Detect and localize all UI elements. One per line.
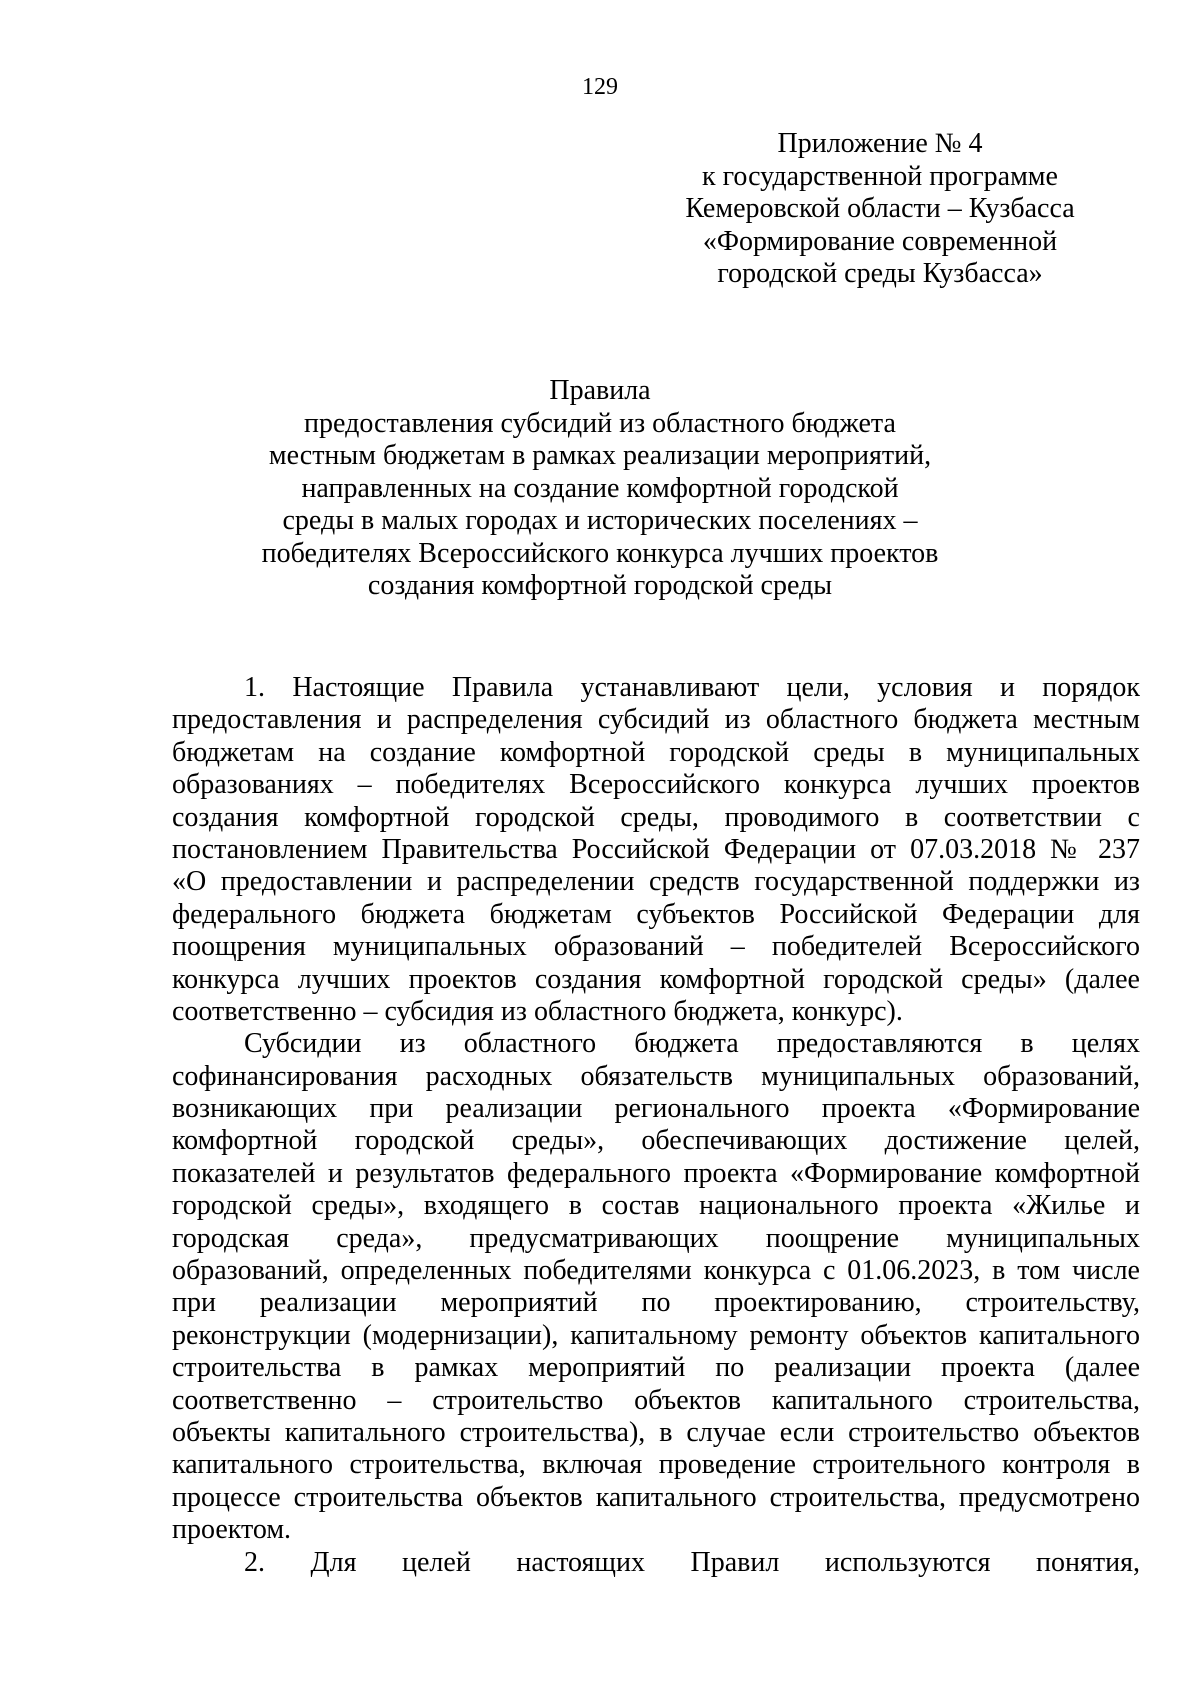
- paragraph-line: объекты капитального строительства), в случае если строительство объектов: [172, 1416, 1140, 1448]
- paragraph-line: бюджетам на создание комфортной городской среды в муниципальных: [172, 736, 1140, 768]
- paragraph-line: городская среда», предусматривающих поощрение муниципальных: [172, 1222, 1140, 1254]
- title-line: среды в малых городах и исторических поселениях –: [282, 505, 918, 536]
- paragraph-line: образованиях – победителях Всероссийского конкурса лучших проектов: [172, 769, 1140, 801]
- paragraph-line: показателей и результатов федерального проекта «Формирование комфортной: [172, 1157, 1140, 1189]
- paragraph-line: Субсидии из областного бюджета предоставляются в целях: [244, 1028, 1140, 1060]
- appendix-line: к государственной программе: [702, 160, 1058, 192]
- paragraph-line: реконструкции (модернизации), капитальному ремонту объектов капитального: [172, 1319, 1140, 1351]
- paragraph-line: комфортной городской среды», обеспечивающих достижение целей,: [172, 1125, 1140, 1157]
- document-title: [200, 375, 1000, 603]
- paragraph-line: поощрения муниципальных образований – победителей Всероссийского: [172, 931, 1140, 963]
- paragraph-line: процессе строительства объектов капитального строительства, предусмотрено: [172, 1481, 1140, 1513]
- paragraph-line: софинансирования расходных обязательств муниципальных образований,: [172, 1060, 1140, 1092]
- paragraph-line: постановлением Правительства Российской Федерации от 07.03.2018 № 237: [172, 833, 1140, 865]
- paragraph-line: при реализации мероприятий по проектированию, строительству,: [172, 1287, 1140, 1319]
- paragraph-line: «О предоставлении и распределении средств государственной поддержки из: [172, 866, 1140, 898]
- title-line: Правила: [549, 375, 651, 406]
- paragraph-line: 2. Для целей настоящих Правил используются понятия,: [244, 1546, 1140, 1578]
- appendix-line: Приложение № 4: [777, 128, 983, 159]
- document-body: [172, 672, 1140, 1579]
- page-number: 129: [582, 74, 618, 100]
- appendix-line: городской среды Кузбасса»: [717, 258, 1043, 289]
- paragraph-line: федерального бюджета бюджетам субъектов Российской Федерации для: [172, 898, 1140, 930]
- paragraph-line: создания комфортной городской среды, проводимого в соответствии с: [172, 801, 1140, 833]
- title-line: создания комфортной городской среды: [367, 570, 833, 601]
- paragraph-line: предоставления и распределения субсидий из областного бюджета местным: [172, 704, 1140, 736]
- paragraph-line: соответственно – субсидия из областного бюджета, конкурс).: [172, 995, 903, 1027]
- appendix-header: [670, 128, 1090, 291]
- paragraph-line: конкурса лучших проектов создания комфортной городской среды» (далее: [172, 963, 1140, 995]
- paragraph-line: проектом.: [172, 1514, 292, 1546]
- paragraph-line: 1. Настоящие Правила устанавливают цели, условия и порядок: [244, 672, 1140, 703]
- appendix-line: «Формирование современной: [702, 225, 1058, 257]
- appendix-line: Кемеровской области – Кузбасса: [685, 193, 1075, 224]
- title-line: предоставления субсидий из областного бюджета: [304, 407, 896, 439]
- paragraph-line: строительства в рамках мероприятий по реализации проекта (далее: [172, 1352, 1140, 1384]
- title-line: победителях Всероссийского конкурса лучших проектов: [261, 537, 939, 569]
- paragraph-line: соответственно – строительство объектов капитального строительства,: [172, 1384, 1140, 1416]
- paragraph-line: капитального строительства, включая проведение строительного контроля в: [172, 1449, 1140, 1481]
- title-line: местным бюджетам в рамках реализации мероприятий,: [268, 440, 932, 471]
- paragraph-line: возникающих при реализации регионального проекта «Формирование: [172, 1093, 1140, 1125]
- title-line: направленных на создание комфортной городской: [301, 472, 899, 504]
- paragraph-line: городской среды», входящего в состав национального проекта «Жилье и: [172, 1190, 1140, 1222]
- paragraph-line: образований, определенных победителями конкурса с 01.06.2023, в том числе: [172, 1255, 1140, 1287]
